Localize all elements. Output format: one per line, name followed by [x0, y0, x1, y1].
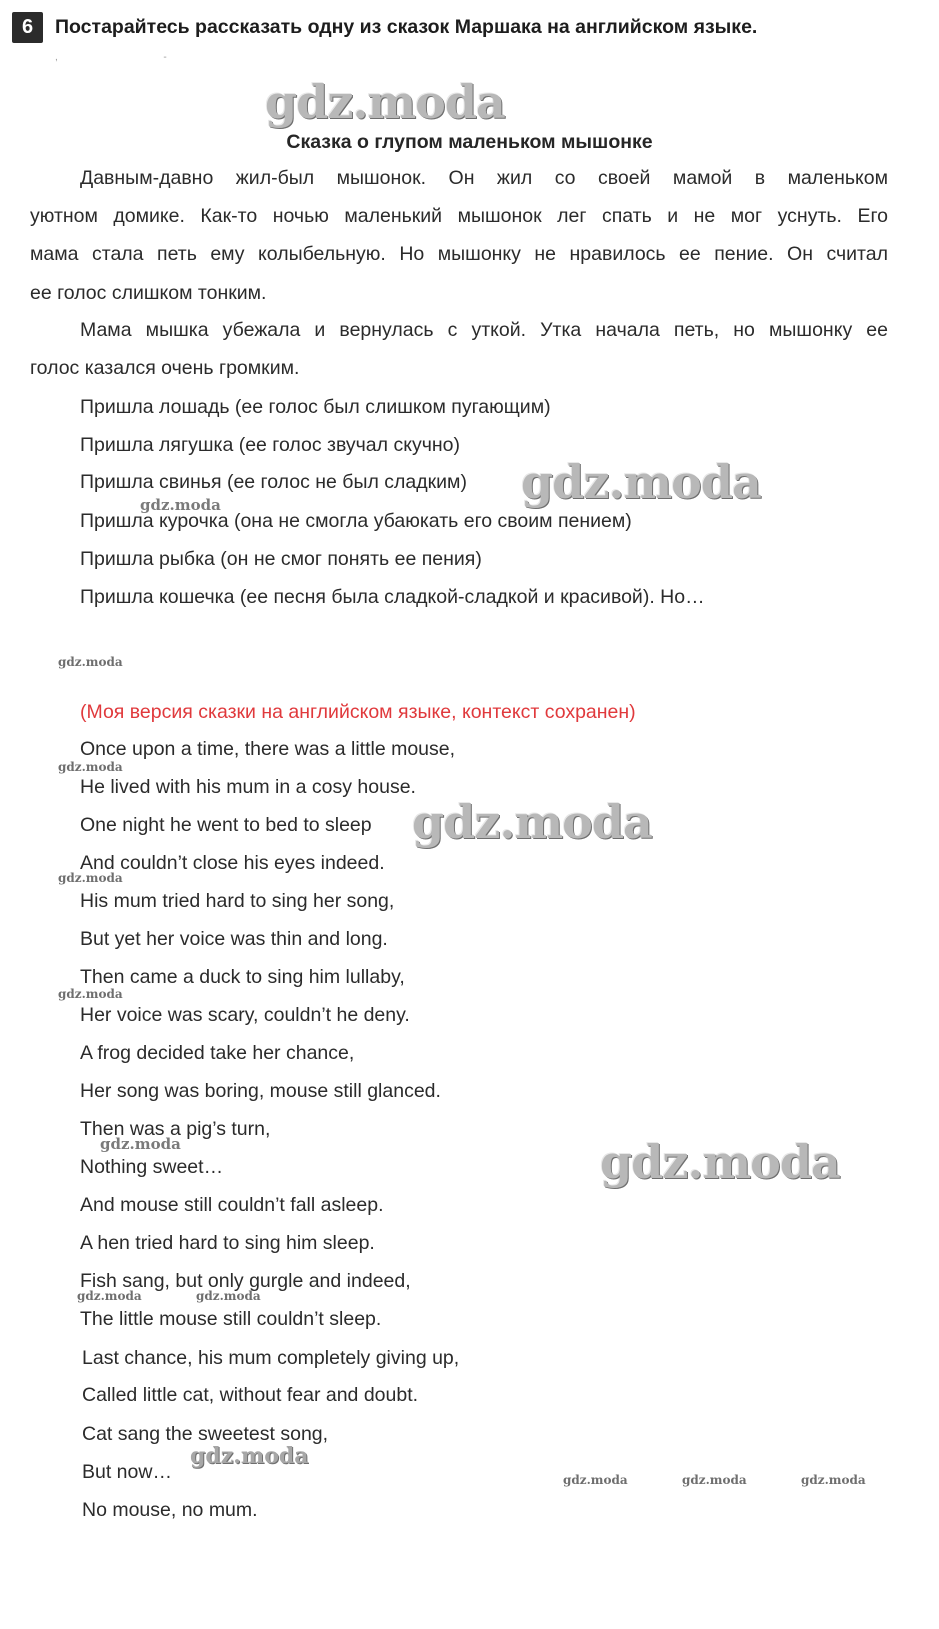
task-number-badge: 6 — [12, 12, 43, 43]
poem-line: Her voice was scary, couldn’t he deny. — [80, 1004, 410, 1026]
poem-line: Last chance, his mum completely giving up, — [82, 1347, 460, 1369]
watermark-tiny: gdz.moda — [58, 871, 123, 885]
poem-line: No mouse, no mum. — [82, 1499, 258, 1521]
task-instruction: Постарайтесь рассказать одну из сказок Маршака на английском языке. — [55, 15, 758, 38]
watermark-tiny: gdz.moda — [801, 1473, 866, 1487]
paragraph-line: Мама мышка убежала и вернулась с уткой. Утка начала петь, но мышонку ее — [80, 319, 888, 341]
poem-line: Fish sang, but only gurgle and indeed, — [80, 1270, 411, 1292]
poem-line: His mum tried hard to sing her song, — [80, 890, 395, 912]
poem-line: The little mouse still couldn’t sleep. — [80, 1308, 382, 1330]
poem-line: But now… — [82, 1461, 172, 1483]
list-item: Пришла рыбка (он не смог понять ее пения) — [80, 548, 482, 570]
watermark-tiny: gdz.moda — [58, 655, 123, 669]
poem-line: Cat sang the sweetest song, — [82, 1423, 329, 1445]
list-item: Пришла курочка (она не смогла убаюкать его своим пением) — [80, 510, 632, 532]
list-item: Пришла лягушка (ее голос звучал скучно) — [80, 434, 460, 456]
watermark-logo: gdz.moda — [521, 455, 761, 509]
poem-line: Nothing sweet… — [80, 1156, 224, 1178]
paragraph-line: уютном домике. Как-то ночью маленький мышонок лег спать и не мог уснуть. Его — [30, 205, 888, 227]
poem-line: Then came a duck to sing him lullaby, — [80, 966, 405, 988]
poem-line: But yet her voice was thin and long. — [80, 928, 388, 950]
watermark-tiny: gdz.moda — [196, 1289, 261, 1303]
story-title: Сказка о глупом маленьком мышонке — [286, 131, 653, 153]
watermark-small: gdz.moda — [140, 496, 221, 514]
watermark-logo: gdz.moda — [412, 795, 652, 849]
poem-line: Once upon a time, there was a little mouse, — [80, 738, 456, 760]
task-header — [12, 11, 757, 43]
watermark-logo: gdz.moda — [265, 75, 505, 129]
watermark-tiny: gdz.moda — [682, 1473, 747, 1487]
watermark-tiny: gdz.moda — [58, 987, 123, 1001]
poem-line: Then was a pig’s turn, — [80, 1118, 271, 1140]
watermark-logo: gdz.moda — [600, 1135, 840, 1189]
paragraph-line: голос казался очень громким. — [30, 357, 300, 379]
watermark-medium: gdz.moda — [190, 1443, 309, 1469]
paragraph-line: Давным-давно жил-был мышонок. Он жил со своей мамой в маленьком — [80, 167, 888, 189]
watermark-tiny: gdz.moda — [77, 1289, 142, 1303]
translation-note: (Моя версия сказки на английском языке, контекст сохранен) — [80, 701, 636, 723]
poem-line: A hen tried hard to sing him sleep. — [80, 1232, 375, 1254]
watermark-tiny: gdz.moda — [58, 760, 123, 774]
scan-artifact: , - — [55, 52, 167, 63]
poem-line: He lived with his mum in a cosy house. — [80, 776, 416, 798]
poem-line: Called little cat, without fear and doubt. — [82, 1384, 419, 1406]
list-item: Пришла лошадь (ее голос был слишком пугающим) — [80, 396, 551, 418]
paragraph-line: мама стала петь ему колыбельную. Но мышонку не нравилось ее пение. Он считал — [30, 243, 888, 265]
list-item: Пришла свинья (ее голос не был сладким) — [80, 471, 467, 493]
watermark-tiny: gdz.moda — [563, 1473, 628, 1487]
paragraph-line: ее голос слишком тонким. — [30, 282, 267, 304]
poem-line: And mouse still couldn’t fall asleep. — [80, 1194, 384, 1216]
list-item: Пришла кошечка (ее песня была сладкой-сладкой и красивой). Но… — [80, 586, 705, 608]
poem-line: A frog decided take her chance, — [80, 1042, 355, 1064]
watermark-small: gdz.moda — [100, 1135, 181, 1153]
poem-line: One night he went to bed to sleep — [80, 814, 372, 836]
poem-line: And couldn’t close his eyes indeed. — [80, 852, 385, 874]
poem-line: Her song was boring, mouse still glanced. — [80, 1080, 441, 1102]
